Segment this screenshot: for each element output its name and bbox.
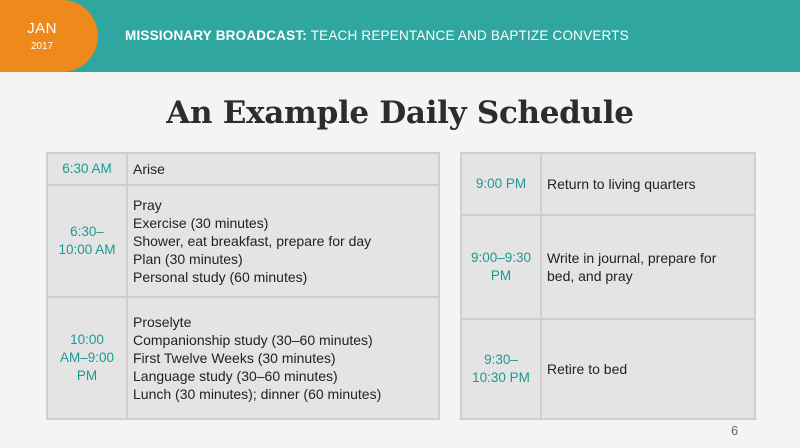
time-line: AM–9:00	[59, 350, 115, 365]
activity-cell	[127, 153, 439, 185]
time-cell	[461, 319, 541, 419]
table-row	[461, 153, 755, 215]
time-line: PM	[76, 368, 98, 383]
table-row	[47, 185, 439, 297]
page-number: 6	[731, 423, 739, 438]
time-cell	[47, 297, 127, 419]
time-line: PM	[490, 268, 512, 283]
activity-line: bed, and pray	[547, 268, 633, 284]
activity-line: Exercise (30 minutes)	[133, 215, 269, 231]
broadcast-title	[125, 28, 629, 43]
date-badge	[0, 0, 98, 72]
activity-cell	[127, 297, 439, 419]
activity-line: Language study (30–60 minutes)	[133, 368, 338, 384]
broadcast-title-rest: TEACH REPENTANCE AND BAPTIZE CONVERTS	[310, 28, 629, 43]
table-row	[47, 153, 439, 185]
left-schedule-table	[46, 152, 440, 420]
time-line: 6:30 AM	[62, 161, 112, 176]
time-line: 9:00–9:30	[470, 250, 532, 265]
table-row	[47, 297, 439, 419]
activity-line: First Twelve Weeks (30 minutes)	[133, 350, 336, 366]
broadcast-title-strong: MISSIONARY BROADCAST:	[125, 28, 307, 43]
time-cell	[47, 185, 127, 297]
activity-line: Lunch (30 minutes); dinner (60 minutes)	[133, 386, 382, 402]
activity-line: Shower, eat breakfast, prepare for day	[133, 233, 372, 249]
activity-line: Retire to bed	[547, 361, 628, 377]
activity-line: Arise	[133, 161, 165, 177]
time-cell	[47, 153, 127, 185]
activity-cell	[541, 215, 755, 319]
right-schedule-table	[460, 152, 756, 420]
activity-line: Return to living quarters	[547, 176, 696, 192]
badge-year: 2017	[30, 41, 54, 52]
activity-line: Companionship study (30–60 minutes)	[133, 332, 373, 348]
page-title: An Example Daily Schedule	[166, 95, 634, 131]
time-line: 9:00 PM	[475, 176, 527, 191]
table-row	[461, 319, 755, 419]
time-line: 10:30 PM	[472, 370, 530, 385]
time-cell	[461, 153, 541, 215]
time-cell	[461, 215, 541, 319]
activity-cell	[541, 153, 755, 215]
time-line: 10:00 AM	[58, 242, 116, 257]
activity-line: Plan (30 minutes)	[133, 251, 243, 267]
time-line: 9:30–	[484, 352, 518, 367]
activity-line: Pray	[133, 197, 162, 213]
header-bar	[0, 0, 800, 72]
activity-cell	[541, 319, 755, 419]
activity-line: Write in journal, prepare for	[547, 250, 717, 266]
activity-line: Personal study (60 minutes)	[133, 269, 308, 285]
activity-line: Proselyte	[133, 314, 192, 330]
activity-cell	[127, 185, 439, 297]
time-line: 10:00	[70, 332, 104, 347]
time-line: 6:30–	[70, 224, 104, 239]
table-row	[461, 215, 755, 319]
badge-month: JAN	[27, 20, 57, 37]
